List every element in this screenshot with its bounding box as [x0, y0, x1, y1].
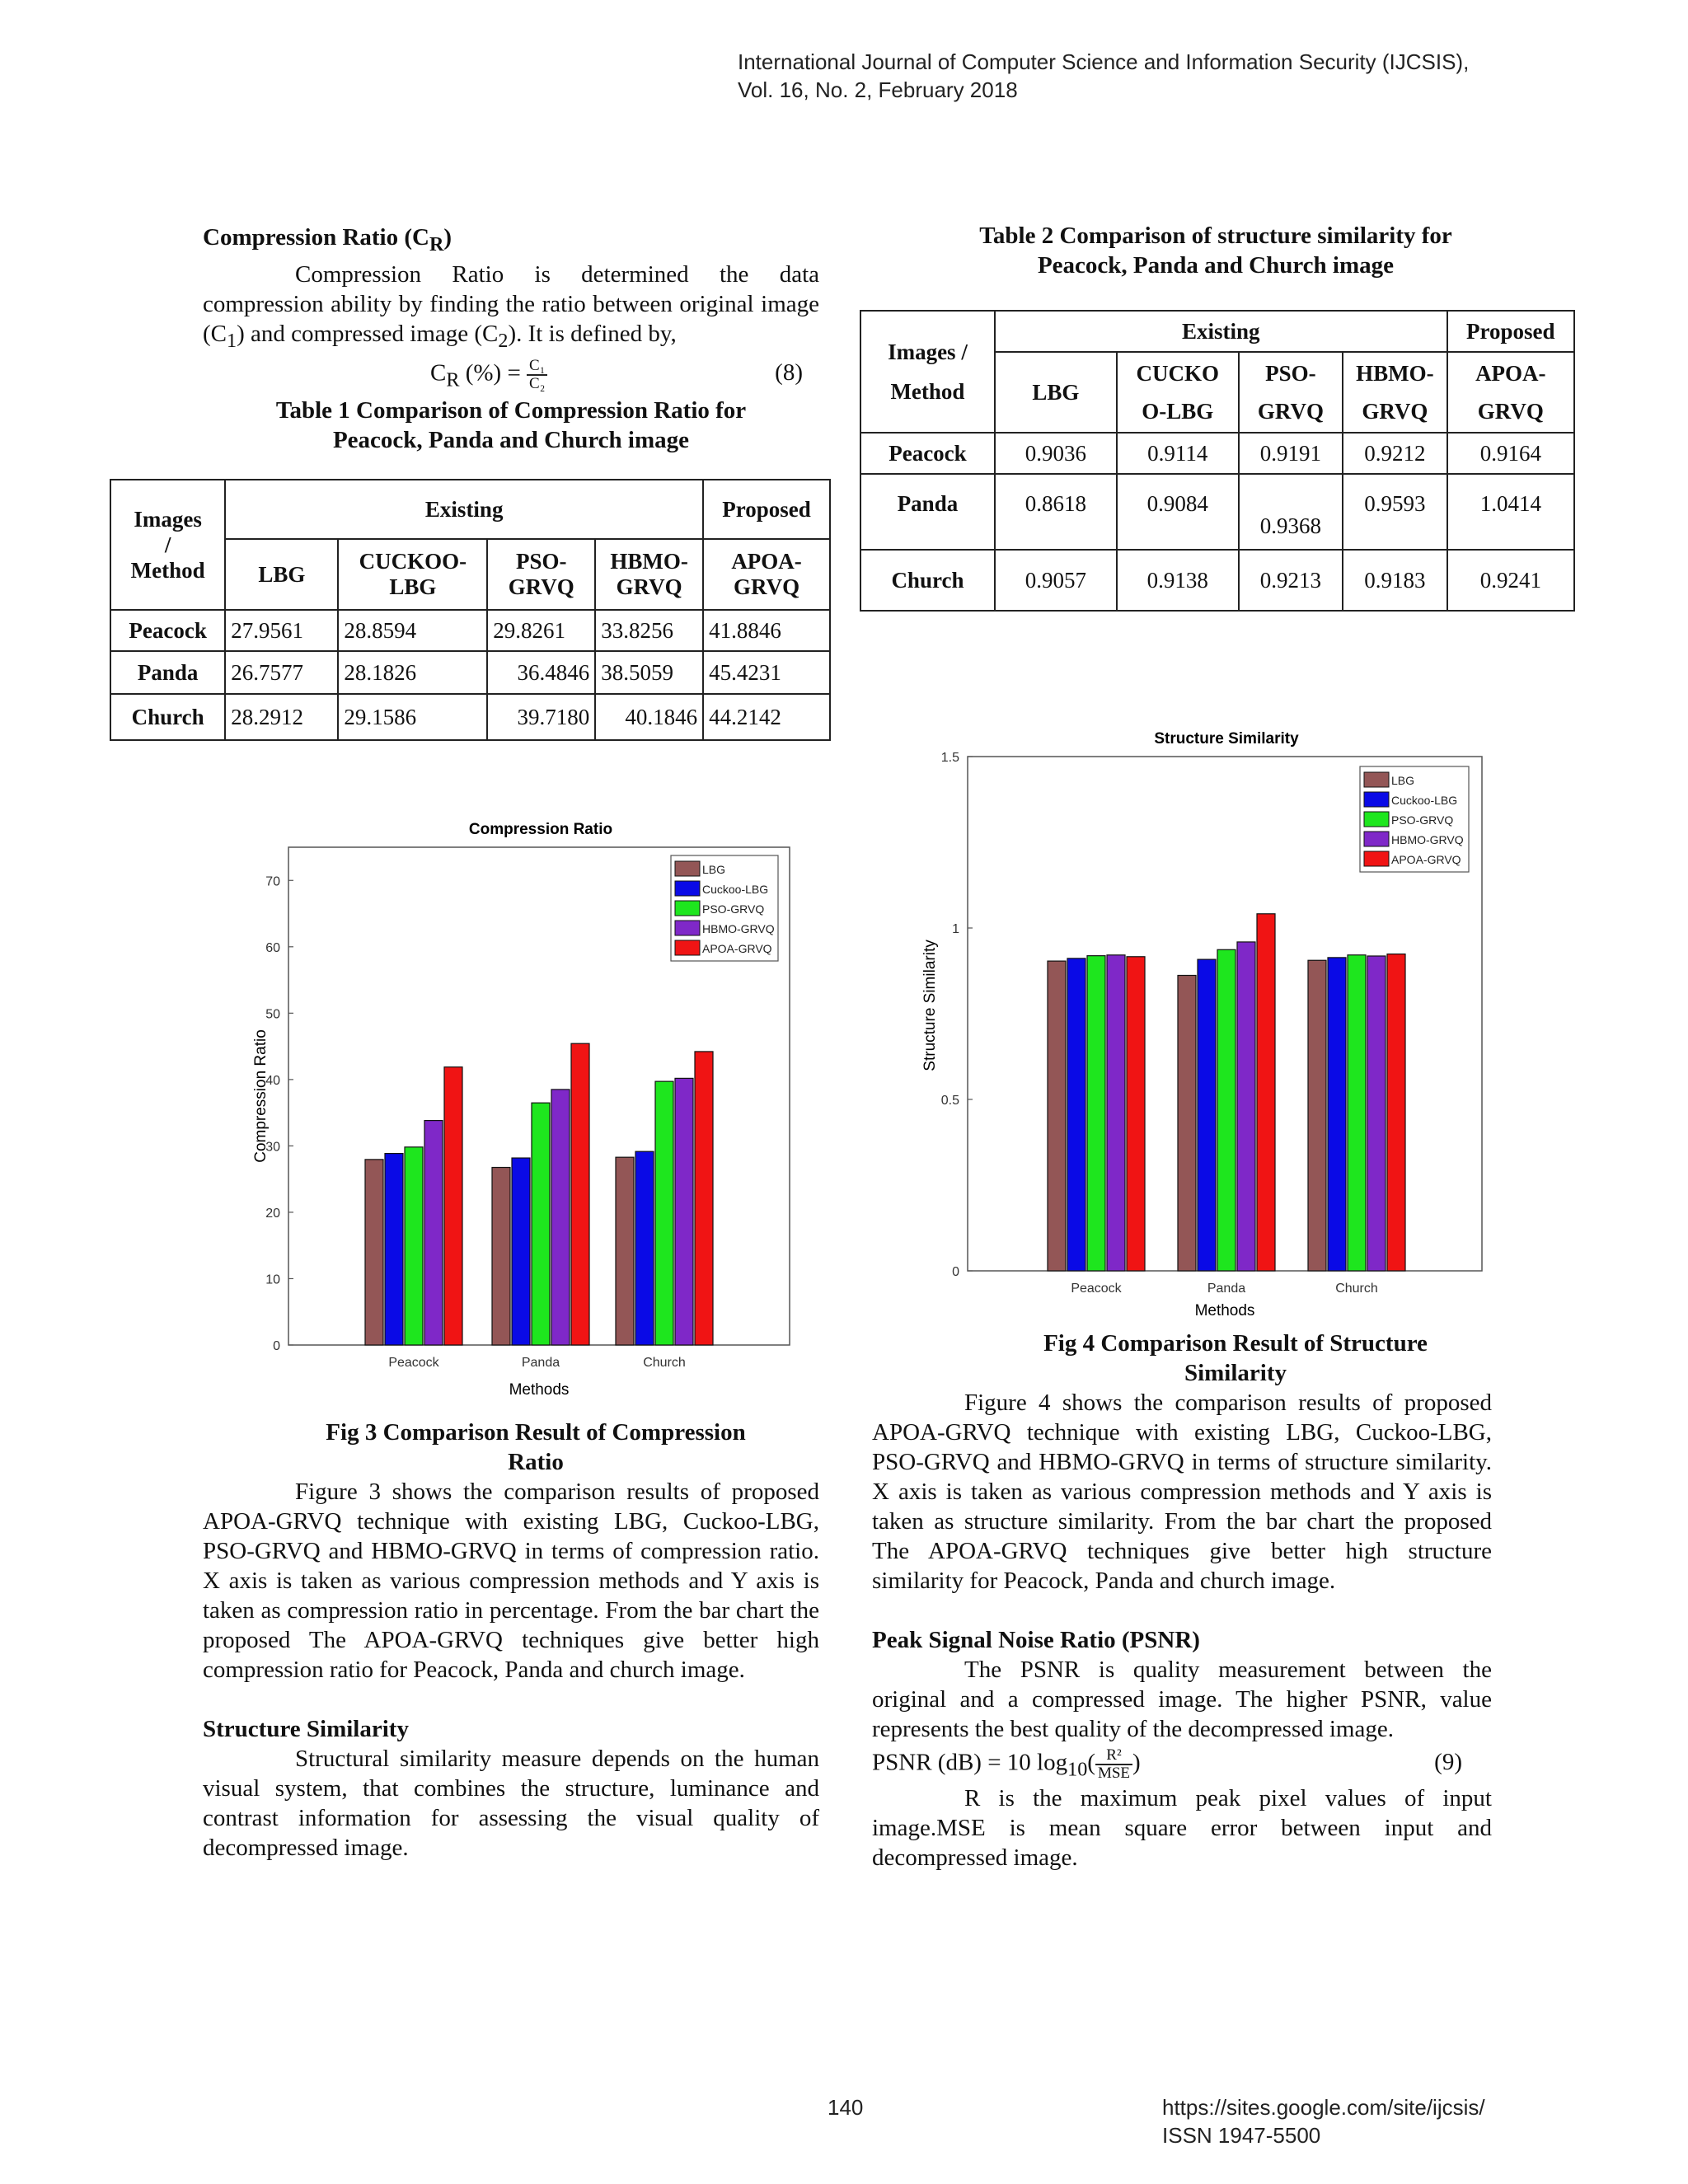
cell: 0.9084: [1117, 474, 1239, 550]
heading-sub: R: [429, 232, 444, 255]
eq8-fraction: [527, 358, 547, 392]
fig4-paragraph: Figure 4 shows the comparison results of proposed APOA-GRVQ technique with existing LBG, Cuckoo-LBG, PSO-GRVQ and HBMO-GRVQ in terms of structure similarity. X axis is taken as various compression methods and Y axis is taken as structure similarity. From the bar chart the proposed The APOA-GRVQ techniques give better high structure similarity for Peacock, Panda and church image.: [872, 1390, 1492, 1594]
structure-similarity-chart: [915, 725, 1500, 1327]
chart-title: Compression Ratio: [468, 821, 613, 838]
para-part-c: ). It is defined by,: [508, 320, 677, 347]
table1: [110, 479, 831, 741]
bar: [571, 1043, 589, 1345]
y-tick-label: 10: [265, 1272, 280, 1287]
cell: 41.8846: [703, 610, 830, 651]
cell: 0.9213: [1239, 550, 1343, 611]
x-tick-label: Church: [643, 1356, 686, 1370]
bar: [1067, 958, 1085, 1271]
y-axis-label: Structure Similarity: [921, 940, 939, 1071]
x-axis-label: Methods: [509, 1381, 570, 1399]
cell: 33.8256: [595, 610, 703, 651]
y-tick-label: 20: [265, 1206, 280, 1221]
table-row: [860, 433, 1574, 474]
row-header: Peacock: [860, 433, 995, 474]
legend-swatch: [1364, 812, 1389, 827]
equation-8: [203, 356, 819, 392]
bar: [1178, 975, 1196, 1271]
bar: [1087, 956, 1105, 1271]
legend-label: PSO-GRVQ: [1391, 813, 1454, 827]
table1-corner: [110, 480, 225, 610]
right-column-bottom: [872, 1329, 1492, 1872]
cell: 38.5059: [595, 651, 703, 694]
table-row: [110, 694, 830, 740]
legend-label: Cuckoo-LBG: [702, 883, 769, 896]
cell: 0.9036: [995, 433, 1117, 474]
legend: [671, 855, 778, 961]
row-header: Panda: [110, 651, 225, 694]
x-tick-label: Panda: [1207, 1282, 1246, 1296]
legend-swatch: [675, 861, 700, 876]
table2-method-header: LBG: [995, 352, 1117, 433]
eq9-sub: 10: [1067, 1758, 1088, 1781]
fig4-caption-line1: Fig 4 Comparison Result of Structure: [1043, 1330, 1428, 1357]
table2-method-header: CUCKO O-LBG: [1117, 352, 1239, 433]
cell: 28.1826: [338, 651, 487, 694]
bar: [1308, 960, 1326, 1271]
cell: 0.9183: [1343, 550, 1447, 611]
cell: 1.0414: [1447, 474, 1574, 550]
fig3-caption-line2: Ratio: [508, 1449, 564, 1475]
y-tick-label: 50: [265, 1007, 280, 1022]
bar: [1387, 954, 1405, 1271]
cell: 0.9191: [1239, 433, 1343, 474]
row-header: Church: [860, 550, 995, 611]
cell: 39.7180: [487, 694, 595, 740]
table1-existing-header: Existing: [225, 480, 703, 539]
cell: 44.2142: [703, 694, 830, 740]
table2-method-header: PSO-GRVQ: [1239, 352, 1343, 433]
row-header: Peacock: [110, 610, 225, 651]
table2-caption: [857, 221, 1574, 280]
bar: [424, 1121, 443, 1345]
cell: 27.9561: [225, 610, 338, 651]
y-tick-label: 60: [265, 940, 280, 955]
bar: [492, 1168, 510, 1345]
y-tick-label: 40: [265, 1073, 280, 1088]
fig4-caption: [872, 1329, 1492, 1388]
cell: 0.9114: [1117, 433, 1239, 474]
compression-ratio-paragraph: [203, 260, 819, 356]
legend-swatch: [1364, 832, 1389, 846]
fig3-caption: [203, 1418, 819, 1477]
table1-method-header: APOA-GRVQ: [703, 539, 830, 610]
legend-swatch: [1364, 851, 1389, 866]
cell: 40.1846: [595, 694, 703, 740]
eq9-expression: PSNR (dB) = 10 $\log_{10}$( $\frac{\text{R²}}{\text{MSE}}$ ): [872, 1746, 1141, 1782]
legend-label: APOA-GRVQ: [1391, 853, 1461, 866]
bar: [365, 1160, 383, 1345]
table-row: [860, 474, 1574, 550]
table1-proposed-header: Proposed: [703, 480, 830, 539]
x-ticks: [388, 1356, 685, 1370]
bar: [635, 1151, 654, 1345]
eq9-denominator: MSE: [1097, 1765, 1131, 1782]
eq8-lhs-sub: R: [446, 368, 460, 391]
fig3-paragraph: Figure 3 shows the comparison results of proposed APOA-GRVQ technique with existing LBG, Cuckoo-LBG, PSO-GRVQ and HBMO-GRVQ in terms of compression ratio. X axis is taken as various compression methods and Y axis is taken as compression ratio in percentage. From the bar chart the proposed The APOA-GRVQ techniques give better high compression ratio for Peacock, Panda and church image.: [203, 1479, 819, 1683]
cell: 28.2912: [225, 694, 338, 740]
x-tick-label: Church: [1335, 1282, 1378, 1296]
bar: [1328, 958, 1346, 1271]
corner-line: /: [164, 532, 171, 557]
footer-issn: ISSN 1947-5500: [1162, 2123, 1321, 2148]
cell: 0.9593: [1343, 474, 1447, 550]
table2-caption-line1: Table 2 Comparison of structure similarity for: [979, 223, 1452, 249]
eq9-numerator: R²: [1095, 1747, 1132, 1765]
cell: 0.9057: [995, 550, 1117, 611]
bar: [655, 1081, 673, 1345]
x-axis-label: Methods: [1194, 1302, 1255, 1319]
table-row: [110, 610, 830, 651]
x-ticks: [1071, 1282, 1377, 1296]
cell: 0.9138: [1117, 550, 1239, 611]
y-tick-label: 0: [273, 1339, 280, 1353]
legend-label: LBG: [1391, 774, 1415, 787]
equation-9: [872, 1744, 1492, 1783]
corner-line: Images: [134, 506, 202, 532]
y-tick-label: 0: [952, 1265, 959, 1279]
heading-end: ): [443, 224, 452, 251]
psnr-paragraph: The PSNR is quality measurement between the original and a compressed image. The higher PSNR, value represents the best quality of the decompressed image.: [872, 1657, 1492, 1742]
legend-label: Cuckoo-LBG: [1391, 794, 1458, 807]
table1-caption-line2: Peacock, Panda and Church image: [332, 426, 690, 453]
cell: 0.9212: [1343, 433, 1447, 474]
para-sub2: 2: [498, 329, 509, 352]
table2-proposed-header: Proposed: [1447, 311, 1574, 352]
structure-similarity-heading: Structure Similarity: [203, 1716, 409, 1742]
table2-corner: [860, 311, 995, 433]
cell: 26.7577: [225, 651, 338, 694]
bar: [616, 1157, 634, 1345]
y-tick-label: 1.5: [940, 751, 959, 765]
compression-ratio-heading: [203, 223, 819, 260]
left-column-bottom: [203, 1418, 819, 1863]
table1-method-header: CUCKOO-LBG: [338, 539, 487, 610]
eq9-number: (9): [1434, 1749, 1462, 1775]
table1-method-header: LBG: [225, 539, 338, 610]
bar: [1048, 961, 1066, 1271]
left-column-top: [203, 223, 819, 455]
eq9-fraction: [1095, 1747, 1132, 1782]
legend-label: LBG: [702, 863, 726, 876]
corner-line: Method: [890, 379, 965, 404]
y-tick-label: 70: [265, 874, 280, 889]
cell: 29.8261: [487, 610, 595, 651]
bars: [1048, 914, 1405, 1271]
bar: [1367, 956, 1386, 1271]
bar: [1237, 942, 1255, 1271]
para-part-b: ) and compressed image (C: [237, 320, 499, 347]
table1-method-header: HBMO-GRVQ: [595, 539, 703, 610]
psnr-heading: Peak Signal Noise Ratio (PSNR): [872, 1627, 1200, 1653]
row-header: Church: [110, 694, 225, 740]
legend-label: APOA-GRVQ: [702, 942, 772, 955]
x-tick-label: Peacock: [1071, 1282, 1122, 1296]
table2-method-header: APOA-GRVQ: [1447, 352, 1574, 433]
bar: [532, 1103, 550, 1345]
table1-caption: [203, 396, 819, 455]
table2-existing-header: Existing: [995, 311, 1447, 352]
legend-label: HBMO-GRVQ: [702, 922, 775, 935]
fig3-caption-line1: Fig 3 Comparison Result of Compression: [326, 1419, 746, 1446]
legend-swatch: [1364, 772, 1389, 787]
bar: [1127, 957, 1145, 1271]
journal-title: International Journal of Computer Science and Information Security (IJCSIS),: [738, 49, 1470, 74]
heading-text: Compression Ratio (C: [203, 224, 429, 251]
table1-method-header: PSO-GRVQ: [487, 539, 595, 610]
table2-header-row1: [860, 311, 1574, 352]
bar: [1198, 959, 1216, 1271]
eq8-number: (8): [775, 359, 803, 386]
table-row: [860, 550, 1574, 611]
cell: 0.9368: [1239, 474, 1343, 550]
compression-ratio-chart: [247, 816, 808, 1409]
page-number: 140: [828, 2095, 864, 2120]
bar: [512, 1158, 530, 1345]
cell: 45.4231: [703, 651, 830, 694]
chart-title: Structure Similarity: [1154, 730, 1299, 748]
bar: [444, 1067, 462, 1345]
table2-method-header: HBMO-GRVQ: [1343, 352, 1447, 433]
legend: [1360, 766, 1469, 872]
corner-line: Method: [130, 557, 205, 583]
bar: [1107, 955, 1125, 1271]
r-paragraph: R is the maximum peak pixel values of input image.MSE is mean square error between input and decompressed image.: [872, 1785, 1492, 1871]
cell: 0.9164: [1447, 433, 1574, 474]
y-axis-label: Compression Ratio: [252, 1029, 270, 1163]
footer-info: [1162, 2093, 1485, 2149]
cell: 29.1586: [338, 694, 487, 740]
y-tick-label: 0.5: [940, 1094, 959, 1108]
table1-header-row1: [110, 480, 830, 539]
row-header: Panda: [860, 474, 995, 550]
footer-url[interactable]: https://sites.google.com/site/ijcsis/: [1162, 2095, 1485, 2120]
cell: 0.9241: [1447, 550, 1574, 611]
journal-header: [738, 48, 1469, 104]
legend-label: PSO-GRVQ: [702, 902, 765, 916]
legend-swatch: [675, 901, 700, 916]
eq8-denominator: C₂: [529, 374, 546, 392]
cell: 28.8594: [338, 610, 487, 651]
cell: 36.4846: [487, 651, 595, 694]
legend-label: HBMO-GRVQ: [1391, 833, 1464, 846]
x-tick-label: Peacock: [388, 1356, 439, 1370]
fig4-caption-line2: Similarity: [1184, 1360, 1287, 1386]
para-part-a: Compression Ratio is determined the data compression ability by finding the ratio between original image (C: [203, 260, 819, 347]
legend-swatch: [1364, 792, 1389, 807]
bar: [405, 1147, 423, 1345]
bar: [695, 1052, 713, 1345]
y-tick-label: 30: [265, 1140, 280, 1155]
journal-volume: Vol. 16, No. 2, February 2018: [738, 77, 1018, 102]
y-tick-label: 1: [952, 922, 959, 936]
legend-swatch: [675, 921, 700, 935]
table1-caption-line1: Table 1 Comparison of Compression Ratio for: [275, 396, 747, 424]
bar: [1348, 955, 1366, 1271]
table2: [860, 310, 1575, 612]
eq8-lhs: C: [430, 359, 447, 387]
legend-swatch: [675, 881, 700, 896]
corner-line: Images /: [888, 340, 968, 364]
bar: [385, 1154, 403, 1345]
table-row: [110, 651, 830, 694]
para-sub1: 1: [227, 329, 237, 352]
table2-caption-line2: Peacock, Panda and Church image: [1037, 252, 1395, 279]
eq8-mid: (%) =: [459, 359, 528, 387]
bar: [1257, 914, 1275, 1271]
bar: [1217, 949, 1236, 1271]
cell: 0.8618: [995, 474, 1117, 550]
structure-similarity-paragraph: Structural similarity measure depends on the human visual system, that combines the structure, luminance and contrast information for assessing the visual quality of decompressed image.: [203, 1746, 819, 1861]
legend-swatch: [675, 940, 700, 955]
bar: [675, 1078, 693, 1345]
eq9-lhs: PSNR (dB) = 10 log: [872, 1749, 1068, 1776]
x-tick-label: Panda: [521, 1356, 560, 1370]
eq8-numerator: C₁: [527, 358, 547, 376]
bar: [551, 1090, 570, 1345]
eq8-expression: [430, 358, 547, 395]
